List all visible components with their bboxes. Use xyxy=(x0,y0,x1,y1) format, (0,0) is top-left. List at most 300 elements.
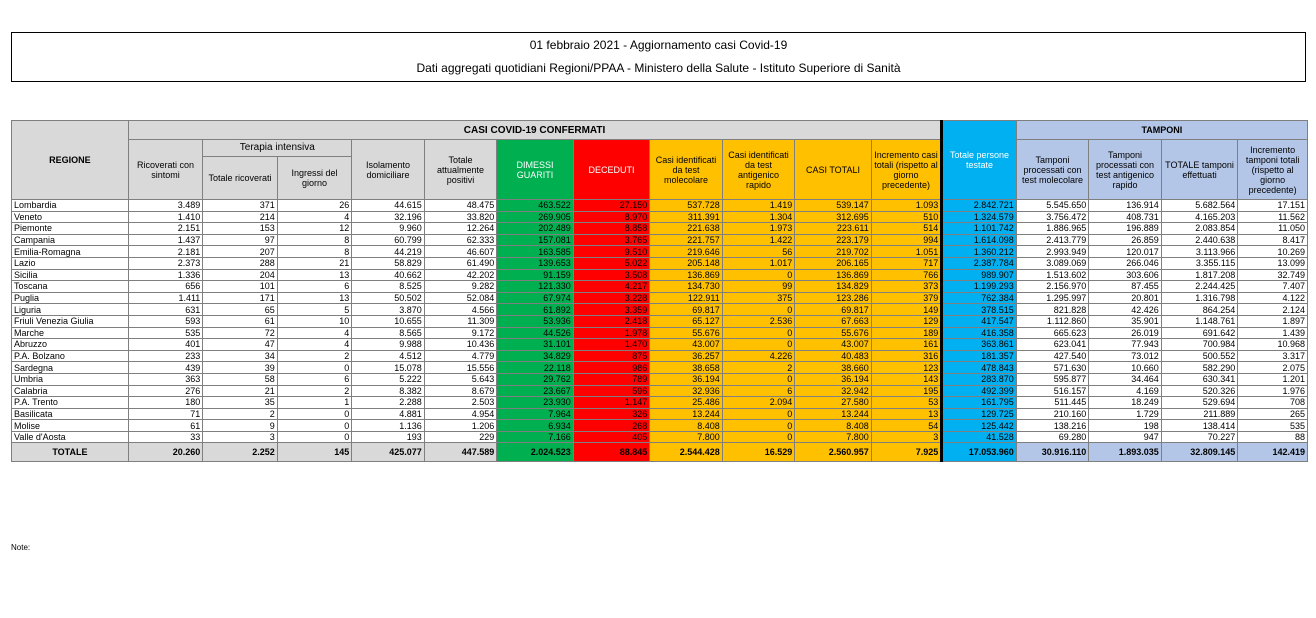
data-cell: 15.556 xyxy=(424,362,496,374)
data-cell: 53.936 xyxy=(497,315,574,327)
data-cell: 18.249 xyxy=(1089,397,1161,409)
data-cell: 1.439 xyxy=(1238,327,1308,339)
data-cell: 1.470 xyxy=(573,339,650,351)
data-cell: 0 xyxy=(722,327,794,339)
data-cell: 229 xyxy=(424,431,496,443)
data-cell: 8 xyxy=(277,234,352,246)
data-cell: 205.148 xyxy=(650,257,722,269)
data-cell: 73.012 xyxy=(1089,350,1161,362)
col-header-positivi: Totale attualmente positivi xyxy=(424,140,496,200)
data-cell: 65.127 xyxy=(650,315,722,327)
col-header-dimessi: DIMESSI GUARITI xyxy=(497,140,574,200)
data-cell: 994 xyxy=(871,234,942,246)
data-cell: 2.151 xyxy=(128,223,203,235)
data-cell: 268 xyxy=(573,420,650,432)
data-cell: 3.089.069 xyxy=(1016,257,1088,269)
data-cell: 10 xyxy=(277,315,352,327)
data-cell: 8.858 xyxy=(573,223,650,235)
data-cell: 2.156.970 xyxy=(1016,281,1088,293)
data-cell: 2.560.957 xyxy=(795,443,872,462)
data-cell: 91.159 xyxy=(497,269,574,281)
data-cell: 33 xyxy=(128,431,203,443)
data-cell: 821.828 xyxy=(1016,304,1088,316)
data-cell: 1.973 xyxy=(722,223,794,235)
data-cell: 417.547 xyxy=(942,315,1017,327)
data-cell: 54 xyxy=(871,420,942,432)
data-cell: 161 xyxy=(871,339,942,351)
table-row xyxy=(12,292,1308,304)
data-cell: 8.525 xyxy=(352,281,424,293)
data-cell: 2.373 xyxy=(128,257,203,269)
data-cell: 33.820 xyxy=(424,211,496,223)
data-cell: 0 xyxy=(277,408,352,420)
data-cell: 52.084 xyxy=(424,292,496,304)
data-cell: 427.540 xyxy=(1016,350,1088,362)
data-cell: 32.942 xyxy=(795,385,872,397)
note-label: Note: xyxy=(11,543,31,552)
data-cell: 520.326 xyxy=(1161,385,1238,397)
data-cell: 875 xyxy=(573,350,650,362)
data-cell: 516.157 xyxy=(1016,385,1088,397)
data-cell: 27.580 xyxy=(795,397,872,409)
data-cell: 0 xyxy=(722,420,794,432)
data-cell: 40.662 xyxy=(352,269,424,281)
data-cell: 198 xyxy=(1089,420,1161,432)
data-cell: 425.077 xyxy=(352,443,424,462)
table-row xyxy=(12,269,1308,281)
data-cell: 69.817 xyxy=(650,304,722,316)
data-cell: 378.515 xyxy=(942,304,1017,316)
data-cell: 596 xyxy=(573,385,650,397)
data-cell: 0 xyxy=(722,339,794,351)
data-cell: 13 xyxy=(871,408,942,420)
data-cell: 2.413.779 xyxy=(1016,234,1088,246)
region-name-cell: Veneto xyxy=(12,211,129,223)
data-cell: 139.653 xyxy=(497,257,574,269)
data-cell: 2.544.428 xyxy=(650,443,722,462)
data-cell: 2.094 xyxy=(722,397,794,409)
data-cell: 77.943 xyxy=(1089,339,1161,351)
data-cell: 539.147 xyxy=(795,200,872,212)
data-cell: 4 xyxy=(277,327,352,339)
data-cell: 1.729 xyxy=(1089,408,1161,420)
region-name-cell: Valle d'Aosta xyxy=(12,431,129,443)
data-cell: 46.607 xyxy=(424,246,496,258)
data-cell: 43.007 xyxy=(650,339,722,351)
data-cell: 7.964 xyxy=(497,408,574,420)
region-name-cell: Molise xyxy=(12,420,129,432)
data-cell: 0 xyxy=(277,362,352,374)
data-cell: 5.222 xyxy=(352,373,424,385)
data-cell: 8.970 xyxy=(573,211,650,223)
data-cell: 1.360.212 xyxy=(942,246,1017,258)
region-name-cell: P.A. Bolzano xyxy=(12,350,129,362)
data-cell: 181.357 xyxy=(942,350,1017,362)
data-cell: 180 xyxy=(128,397,203,409)
data-cell: 210.160 xyxy=(1016,408,1088,420)
data-cell: 492.399 xyxy=(942,385,1017,397)
table-row xyxy=(12,315,1308,327)
table-row xyxy=(12,327,1308,339)
data-cell: 136.914 xyxy=(1089,200,1161,212)
data-cell: 36.257 xyxy=(650,350,722,362)
data-cell: 123 xyxy=(871,362,942,374)
data-cell: 40.483 xyxy=(795,350,872,362)
data-cell: 129 xyxy=(871,315,942,327)
data-cell: 202.489 xyxy=(497,223,574,235)
data-cell: 136.869 xyxy=(650,269,722,281)
data-cell: 31.101 xyxy=(497,339,574,351)
data-cell: 3 xyxy=(871,431,942,443)
data-cell: 13.244 xyxy=(650,408,722,420)
region-name-cell: Lazio xyxy=(12,257,129,269)
data-cell: 379 xyxy=(871,292,942,304)
col-header-regione: REGIONE xyxy=(12,121,129,200)
region-name-cell: Liguria xyxy=(12,304,129,316)
data-cell: 27.150 xyxy=(573,200,650,212)
table-row xyxy=(12,339,1308,351)
data-cell: 316 xyxy=(871,350,942,362)
data-cell: 72 xyxy=(203,327,278,339)
data-cell: 16.529 xyxy=(722,443,794,462)
data-cell: 171 xyxy=(203,292,278,304)
data-cell: 69.280 xyxy=(1016,431,1088,443)
data-cell: 138.414 xyxy=(1161,420,1238,432)
data-cell: 2.083.854 xyxy=(1161,223,1238,235)
data-cell: 161.795 xyxy=(942,397,1017,409)
data-cell: 1.199.293 xyxy=(942,281,1017,293)
data-cell: 10.436 xyxy=(424,339,496,351)
col-header-tamponi-antigenico: Tamponi processati con test antigenico rapido xyxy=(1089,140,1161,200)
col-header-casi-totali: CASI TOTALI xyxy=(795,140,872,200)
data-cell: 3 xyxy=(203,431,278,443)
data-cell: 265 xyxy=(1238,408,1308,420)
data-cell: 8.679 xyxy=(424,385,496,397)
data-cell: 766 xyxy=(871,269,942,281)
region-name-cell: P.A. Trento xyxy=(12,397,129,409)
data-cell: 623.041 xyxy=(1016,339,1088,351)
data-cell: 0 xyxy=(722,431,794,443)
data-cell: 8.408 xyxy=(650,420,722,432)
data-cell: 6.934 xyxy=(497,420,574,432)
data-cell: 656 xyxy=(128,281,203,293)
data-cell: 371 xyxy=(203,200,278,212)
data-cell: 1.324.579 xyxy=(942,211,1017,223)
data-cell: 34 xyxy=(203,350,278,362)
data-cell: 2.288 xyxy=(352,397,424,409)
table-row xyxy=(12,246,1308,258)
data-cell: 2.075 xyxy=(1238,362,1308,374)
data-cell: 30.916.110 xyxy=(1016,443,1088,462)
data-cell: 44.526 xyxy=(497,327,574,339)
data-cell: 60.799 xyxy=(352,234,424,246)
data-cell: 1.112.860 xyxy=(1016,315,1088,327)
data-cell: 88.845 xyxy=(573,443,650,462)
table-row xyxy=(12,373,1308,385)
data-cell: 1.817.208 xyxy=(1161,269,1238,281)
data-cell: 189 xyxy=(871,327,942,339)
col-header-deceduti: DECEDUTI xyxy=(573,140,650,200)
data-cell: 4.954 xyxy=(424,408,496,420)
col-header-ingressi: Ingressi del giorno xyxy=(277,157,352,200)
data-cell: 3.756.472 xyxy=(1016,211,1088,223)
data-cell: 789 xyxy=(573,373,650,385)
region-name-cell: Sardegna xyxy=(12,362,129,374)
table-row xyxy=(12,431,1308,443)
report-header xyxy=(11,32,1306,82)
col-header-tamponi-molecolare: Tamponi processati con test molecolare xyxy=(1016,140,1088,200)
data-cell: 211.889 xyxy=(1161,408,1238,420)
data-cell: 219.702 xyxy=(795,246,872,258)
data-cell: 136.869 xyxy=(795,269,872,281)
data-cell: 223.611 xyxy=(795,223,872,235)
data-cell: 363 xyxy=(128,373,203,385)
data-cell: 529.694 xyxy=(1161,397,1238,409)
data-cell: 8 xyxy=(277,246,352,258)
data-cell: 463.522 xyxy=(497,200,574,212)
data-cell: 97 xyxy=(203,234,278,246)
data-cell: 61 xyxy=(203,315,278,327)
data-cell: 67.663 xyxy=(795,315,872,327)
col-header-tamponi-incremento: Incremento tamponi totali (rispetto al giorno precedente) xyxy=(1238,140,1308,200)
data-cell: 2.024.523 xyxy=(497,443,574,462)
data-cell: 2.181 xyxy=(128,246,203,258)
data-cell: 4.512 xyxy=(352,350,424,362)
data-cell: 125.442 xyxy=(942,420,1017,432)
data-cell: 303.606 xyxy=(1089,269,1161,281)
data-cell: 3.359 xyxy=(573,304,650,316)
data-cell: 23.930 xyxy=(497,397,574,409)
table-total-row xyxy=(12,443,1308,462)
data-cell: 3.317 xyxy=(1238,350,1308,362)
data-cell: 1.437 xyxy=(128,234,203,246)
data-cell: 0 xyxy=(722,269,794,281)
data-cell: 3.508 xyxy=(573,269,650,281)
data-cell: 3.228 xyxy=(573,292,650,304)
data-cell: 2.387.784 xyxy=(942,257,1017,269)
data-cell: 7.800 xyxy=(650,431,722,443)
data-cell: 44.219 xyxy=(352,246,424,258)
data-cell: 986 xyxy=(573,362,650,374)
region-name-cell: Lombardia xyxy=(12,200,129,212)
data-cell: 43.007 xyxy=(795,339,872,351)
data-cell: 416.358 xyxy=(942,327,1017,339)
data-cell: 0 xyxy=(277,420,352,432)
data-cell: 20.260 xyxy=(128,443,203,462)
data-cell: 1.897 xyxy=(1238,315,1308,327)
data-cell: 35 xyxy=(203,397,278,409)
data-cell: 50.502 xyxy=(352,292,424,304)
table-row xyxy=(12,362,1308,374)
data-cell: 48.475 xyxy=(424,200,496,212)
data-cell: 401 xyxy=(128,339,203,351)
data-cell: 311.391 xyxy=(650,211,722,223)
data-cell: 145 xyxy=(277,443,352,462)
data-cell: 4.217 xyxy=(573,281,650,293)
data-cell: 8.382 xyxy=(352,385,424,397)
data-cell: 41.528 xyxy=(942,431,1017,443)
data-cell: 221.757 xyxy=(650,234,722,246)
data-cell: 29.762 xyxy=(497,373,574,385)
data-cell: 8.408 xyxy=(795,420,872,432)
data-cell: 9.988 xyxy=(352,339,424,351)
data-cell: 157.081 xyxy=(497,234,574,246)
data-cell: 35.901 xyxy=(1089,315,1161,327)
data-cell: 4.169 xyxy=(1089,385,1161,397)
data-cell: 373 xyxy=(871,281,942,293)
table-row xyxy=(12,211,1308,223)
table-row xyxy=(12,385,1308,397)
data-cell: 56 xyxy=(722,246,794,258)
table-row xyxy=(12,408,1308,420)
region-name-cell: Basilicata xyxy=(12,408,129,420)
data-cell: 3.765 xyxy=(573,234,650,246)
data-cell: 207 xyxy=(203,246,278,258)
data-cell: 4.226 xyxy=(722,350,794,362)
data-cell: 947 xyxy=(1089,431,1161,443)
data-cell: 13.099 xyxy=(1238,257,1308,269)
data-cell: 1.304 xyxy=(722,211,794,223)
data-cell: 153 xyxy=(203,223,278,235)
data-cell: 204 xyxy=(203,269,278,281)
data-cell: 223.179 xyxy=(795,234,872,246)
data-cell: 1.051 xyxy=(871,246,942,258)
data-cell: 4 xyxy=(277,339,352,351)
data-cell: 4.779 xyxy=(424,350,496,362)
data-cell: 55.676 xyxy=(795,327,872,339)
col-header-isolamento: Isolamento domiciliare xyxy=(352,140,424,200)
data-cell: 312.695 xyxy=(795,211,872,223)
data-cell: 1.336 xyxy=(128,269,203,281)
table-row xyxy=(12,200,1308,212)
data-cell: 266.046 xyxy=(1089,257,1161,269)
data-cell: 447.589 xyxy=(424,443,496,462)
data-cell: 149 xyxy=(871,304,942,316)
data-cell: 22.118 xyxy=(497,362,574,374)
region-name-cell: Puglia xyxy=(12,292,129,304)
data-cell: 1.093 xyxy=(871,200,942,212)
data-cell: 13 xyxy=(277,292,352,304)
data-cell: 9.172 xyxy=(424,327,496,339)
data-cell: 864.254 xyxy=(1161,304,1238,316)
data-cell: 87.455 xyxy=(1089,281,1161,293)
data-cell: 1.316.798 xyxy=(1161,292,1238,304)
data-cell: 2 xyxy=(277,350,352,362)
data-cell: 2.842.721 xyxy=(942,200,1017,212)
data-cell: 233 xyxy=(128,350,203,362)
data-cell: 4.165.203 xyxy=(1161,211,1238,223)
data-cell: 9 xyxy=(203,420,278,432)
data-cell: 7.925 xyxy=(871,443,942,462)
data-cell: 326 xyxy=(573,408,650,420)
data-cell: 88 xyxy=(1238,431,1308,443)
data-cell: 134.829 xyxy=(795,281,872,293)
data-cell: 11.050 xyxy=(1238,223,1308,235)
data-cell: 195 xyxy=(871,385,942,397)
data-cell: 631 xyxy=(128,304,203,316)
data-cell: 1.614.098 xyxy=(942,234,1017,246)
data-cell: 13 xyxy=(277,269,352,281)
data-cell: 44.615 xyxy=(352,200,424,212)
data-cell: 7.407 xyxy=(1238,281,1308,293)
data-cell: 6 xyxy=(722,385,794,397)
data-cell: 1.411 xyxy=(128,292,203,304)
data-cell: 214 xyxy=(203,211,278,223)
data-cell: 5.643 xyxy=(424,373,496,385)
region-name-cell: Emilia-Romagna xyxy=(12,246,129,258)
data-cell: 1.410 xyxy=(128,211,203,223)
col-header-ricoverati: Ricoverati con sintomi xyxy=(128,140,203,200)
data-cell: 8.565 xyxy=(352,327,424,339)
report-title: 01 febbraio 2021 - Aggiornamento casi Covid-19 xyxy=(529,38,788,52)
col-header-molecolare: Casi identificati da test molecolare xyxy=(650,140,722,200)
covid-data-table xyxy=(11,120,1308,462)
data-cell: 61.490 xyxy=(424,257,496,269)
data-cell: 221.638 xyxy=(650,223,722,235)
data-cell: 1.201 xyxy=(1238,373,1308,385)
data-cell: 1.419 xyxy=(722,200,794,212)
table-row xyxy=(12,223,1308,235)
data-cell: 99 xyxy=(722,281,794,293)
data-cell: 10.269 xyxy=(1238,246,1308,258)
data-cell: 1.147 xyxy=(573,397,650,409)
data-cell: 2.418 xyxy=(573,315,650,327)
data-cell: 571.630 xyxy=(1016,362,1088,374)
table-row xyxy=(12,397,1308,409)
data-cell: 595.877 xyxy=(1016,373,1088,385)
region-name-cell: Friuli Venezia Giulia xyxy=(12,315,129,327)
col-header-antigenico: Casi identificati da test antigenico rapido xyxy=(722,140,794,200)
data-cell: 10.968 xyxy=(1238,339,1308,351)
data-cell: 20.801 xyxy=(1089,292,1161,304)
data-cell: 375 xyxy=(722,292,794,304)
data-cell: 4.122 xyxy=(1238,292,1308,304)
data-cell: 9.282 xyxy=(424,281,496,293)
data-cell: 1.017 xyxy=(722,257,794,269)
data-cell: 120.017 xyxy=(1089,246,1161,258)
data-cell: 65 xyxy=(203,304,278,316)
data-cell: 288 xyxy=(203,257,278,269)
data-cell: 61 xyxy=(128,420,203,432)
data-cell: 0 xyxy=(722,304,794,316)
col-header-totale-ricoverati: Totale ricoverati xyxy=(203,157,278,200)
data-cell: 5.545.650 xyxy=(1016,200,1088,212)
data-cell: 537.728 xyxy=(650,200,722,212)
data-cell: 1.101.742 xyxy=(942,223,1017,235)
data-cell: 38.660 xyxy=(795,362,872,374)
region-name-cell: Umbria xyxy=(12,373,129,385)
data-cell: 21 xyxy=(277,257,352,269)
data-cell: 219.646 xyxy=(650,246,722,258)
data-cell: 8.417 xyxy=(1238,234,1308,246)
data-cell: 25.486 xyxy=(650,397,722,409)
data-cell: 1.978 xyxy=(573,327,650,339)
data-cell: 4 xyxy=(277,211,352,223)
data-cell: 7.166 xyxy=(497,431,574,443)
data-cell: 26.019 xyxy=(1089,327,1161,339)
table-row xyxy=(12,257,1308,269)
data-cell: 163.585 xyxy=(497,246,574,258)
data-cell: 2.244.425 xyxy=(1161,281,1238,293)
data-cell: 142.419 xyxy=(1238,443,1308,462)
data-cell: 193 xyxy=(352,431,424,443)
data-cell: 405 xyxy=(573,431,650,443)
data-cell: 762.384 xyxy=(942,292,1017,304)
data-cell: 510 xyxy=(871,211,942,223)
data-cell: 5.022 xyxy=(573,257,650,269)
data-cell: 1.886.965 xyxy=(1016,223,1088,235)
data-cell: 1.206 xyxy=(424,420,496,432)
